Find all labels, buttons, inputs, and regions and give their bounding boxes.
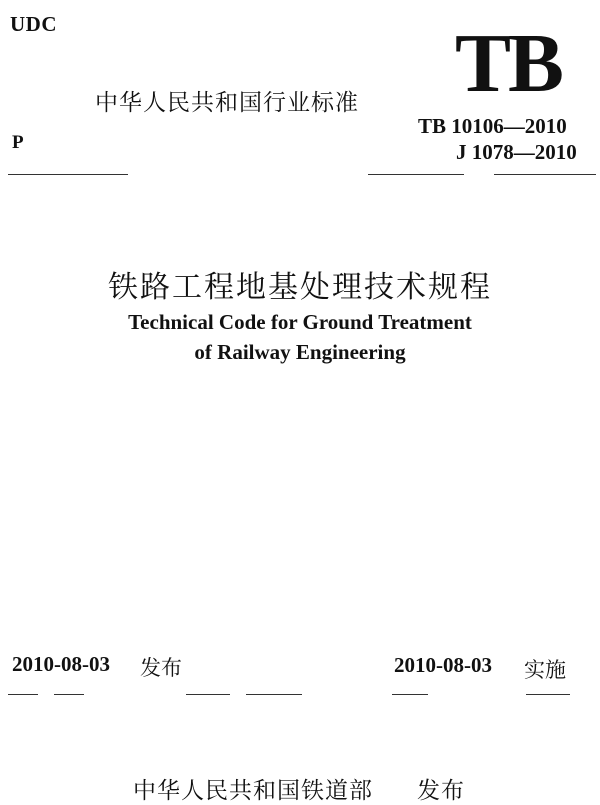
header-rule (368, 174, 464, 175)
udc-label: UDC (10, 12, 57, 36)
implementation-label: 实施 (524, 658, 566, 682)
document-title-cn: 铁路工程地基处理技术规程 (108, 270, 492, 305)
dates-rule (392, 694, 428, 695)
header-rule (494, 174, 596, 175)
standard-number: TB 10106—2010 (418, 114, 567, 138)
dates-rule (246, 694, 302, 695)
publisher-name: 中华人民共和国铁道部 (133, 778, 373, 804)
publisher-label: 发布 (417, 778, 465, 804)
standard-class-heading: 中华人民共和国行业标准 (95, 90, 359, 116)
filing-number: J 1078—2010 (456, 140, 577, 164)
header-rule (8, 174, 128, 175)
category-code: P (12, 132, 24, 153)
implementation-date: 2010-08-03 (394, 653, 492, 677)
dates-rule (8, 694, 38, 695)
issue-label: 发布 (140, 656, 182, 680)
tb-logo-mark: TB (455, 17, 562, 110)
issue-date: 2010-08-03 (12, 652, 110, 676)
dates-rule (54, 694, 84, 695)
document-title-en-line1: Technical Code for Ground Treatment (128, 310, 472, 334)
document-title-en-line2: of Railway Engineering (194, 340, 406, 364)
dates-rule (526, 694, 570, 695)
dates-rule (186, 694, 230, 695)
